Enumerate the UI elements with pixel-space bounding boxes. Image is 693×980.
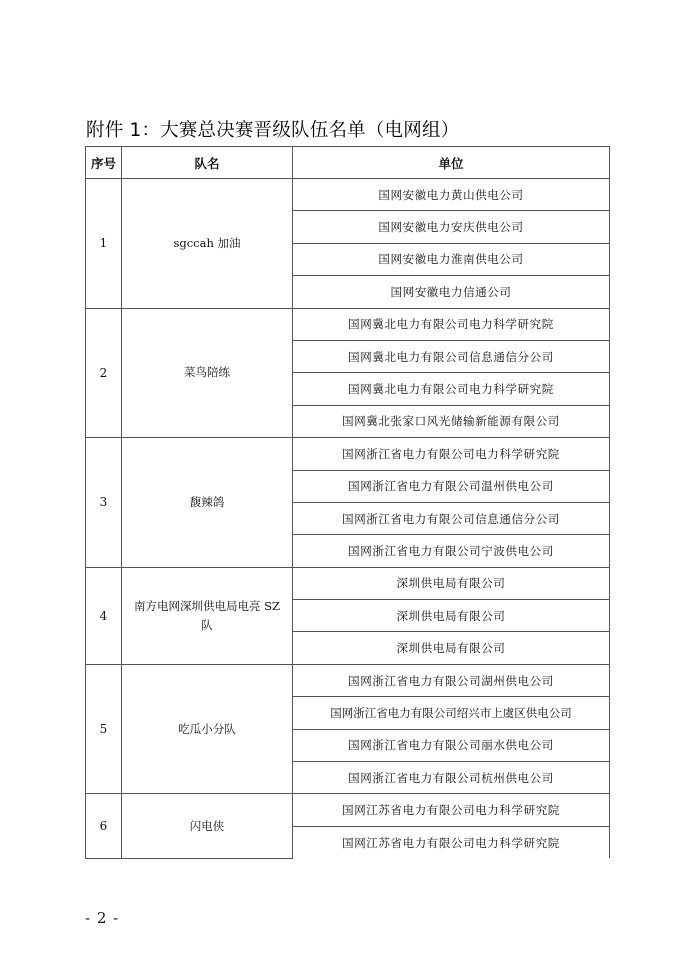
table-header-row (86, 147, 610, 179)
team-name-cell: 南方电网深圳供电局电亮 SZ 队 (122, 567, 293, 664)
team-name-cell: 闪电侠 (122, 794, 293, 858)
unit-cell: 国网浙江省电力有限公司电力科学研究院 (293, 438, 610, 470)
table-header (86, 147, 610, 179)
seq-cell: 1 (86, 179, 122, 309)
table-row (86, 438, 610, 470)
team-name-cell: 吃瓜小分队 (122, 664, 293, 794)
table-row (86, 179, 610, 211)
team-name-cell: 菜鸟陪练 (122, 308, 293, 438)
seq-cell: 6 (86, 794, 122, 858)
page-number: - 2 - (85, 909, 120, 927)
unit-cell: 国网冀北张家口风光储输新能源有限公司 (293, 405, 610, 437)
table-row (86, 794, 610, 826)
table-row (86, 567, 610, 599)
unit-cell: 国网浙江省电力有限公司湖州供电公司 (293, 664, 610, 696)
unit-cell: 深圳供电局有限公司 (293, 600, 610, 632)
unit-cell: 深圳供电局有限公司 (293, 567, 610, 599)
team-name-cell: 馥辣鸽 (122, 438, 293, 568)
unit-cell: 国网浙江省电力有限公司宁波供电公司 (293, 535, 610, 567)
unit-cell: 国网安徽电力黄山供电公司 (293, 179, 610, 211)
header-team: 队名 (122, 147, 293, 179)
unit-cell: 国网安徽电力信通公司 (293, 276, 610, 308)
unit-cell: 国网江苏省电力有限公司电力科学研究院 (293, 794, 610, 826)
unit-cell: 国网安徽电力淮南供电公司 (293, 243, 610, 275)
seq-cell: 4 (86, 567, 122, 664)
header-seq: 序号 (86, 147, 122, 179)
document-title: 附件 1：大赛总决赛晋级队伍名单（电网组） (86, 120, 460, 141)
unit-cell: 国网江苏省电力有限公司电力科学研究院 (293, 826, 610, 858)
unit-cell: 国网安徽电力安庆供电公司 (293, 211, 610, 243)
seq-cell: 5 (86, 664, 122, 794)
unit-cell: 国网浙江省电力有限公司温州供电公司 (293, 470, 610, 502)
unit-cell: 国网浙江省电力有限公司信息通信分公司 (293, 502, 610, 534)
unit-cell: 国网冀北电力有限公司电力科学研究院 (293, 308, 610, 340)
unit-cell: 国网浙江省电力有限公司绍兴市上虞区供电公司 (293, 697, 610, 729)
unit-cell: 深圳供电局有限公司 (293, 632, 610, 664)
table-body (86, 179, 610, 859)
finalist-teams-table (85, 146, 610, 859)
table-row (86, 664, 610, 696)
team-name-cell: sgccah 加油 (122, 179, 293, 309)
unit-cell: 国网浙江省电力有限公司杭州供电公司 (293, 762, 610, 794)
table-row (86, 308, 610, 340)
unit-cell: 国网冀北电力有限公司电力科学研究院 (293, 373, 610, 405)
unit-cell: 国网冀北电力有限公司信息通信分公司 (293, 340, 610, 372)
seq-cell: 2 (86, 308, 122, 438)
header-unit: 单位 (293, 147, 610, 179)
seq-cell: 3 (86, 438, 122, 568)
unit-cell: 国网浙江省电力有限公司丽水供电公司 (293, 729, 610, 761)
